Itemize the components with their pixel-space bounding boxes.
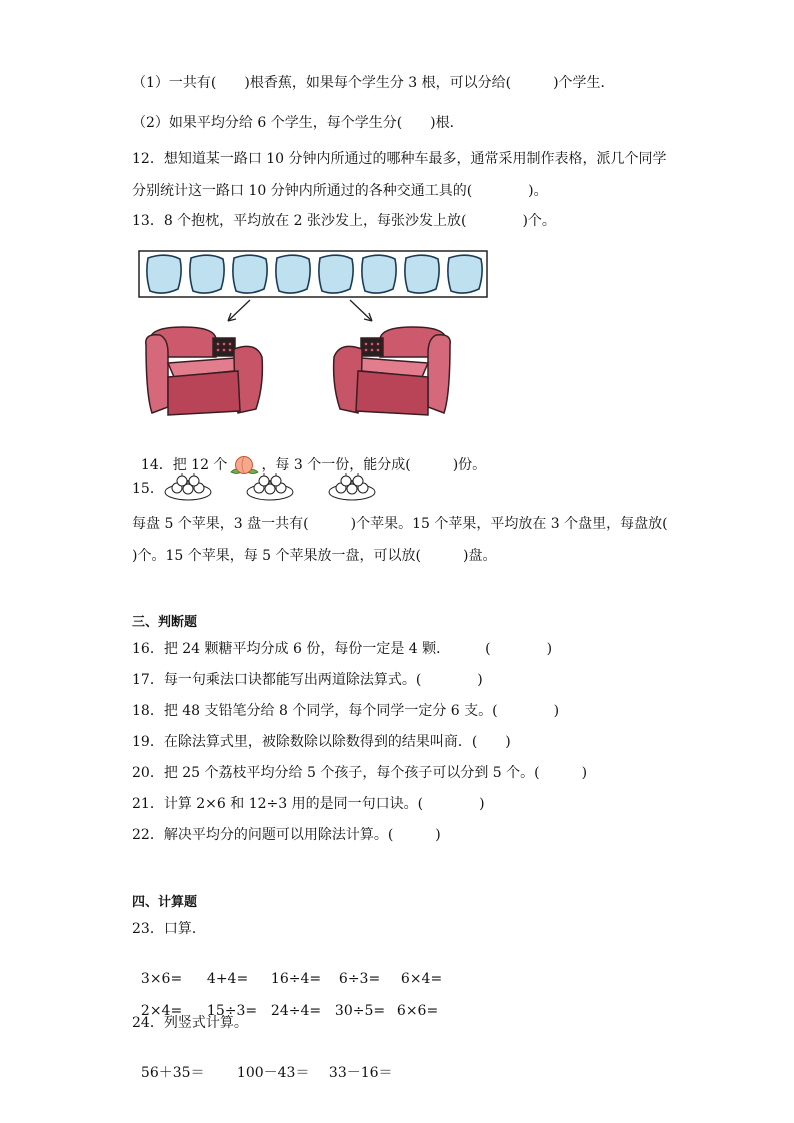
q11-part2: （2）如果平均分给 6 个学生，每个学生分( )根． bbox=[132, 115, 464, 131]
calc-item: 6÷3= bbox=[338, 971, 381, 987]
calc-item: 6×6= bbox=[396, 1003, 439, 1019]
calc-row-1 bbox=[132, 952, 442, 988]
q23-label: 23．口算． bbox=[132, 921, 206, 937]
calc-item: 15÷3= bbox=[206, 1003, 258, 1019]
q14-before: 14．把 12 个 bbox=[140, 457, 228, 473]
calc-item: 33－16＝ bbox=[328, 1065, 393, 1081]
q14-after: ，每 3 个一份，能分成( )份。 bbox=[261, 457, 487, 473]
q24-label: 24．列竖式计算。 bbox=[132, 1015, 248, 1031]
calc-item: 2×4= bbox=[140, 1003, 183, 1019]
calc-row-3 bbox=[132, 1046, 393, 1082]
pillows-sofas-illustration bbox=[138, 245, 492, 420]
q19: 19．在除法算式里，被除数除以除数得到的结果叫商．( ) bbox=[132, 734, 511, 750]
calc-item: 24÷4= bbox=[270, 1003, 322, 1019]
q18: 18．把 48 支铅笔分给 8 个同学，每个同学一定分 6 支。( ) bbox=[132, 703, 560, 719]
calc-item: 6×4= bbox=[400, 971, 443, 987]
section3-heading: 三、判断题 bbox=[132, 615, 198, 630]
calc-item: 56＋35＝ bbox=[140, 1065, 205, 1081]
q17: 17．每一句乘法口诀都能写出两道除法算式。( ) bbox=[132, 672, 483, 688]
section4-heading: 四、计算题 bbox=[132, 895, 198, 910]
q13-text: 13．8 个抱枕，平均放在 2 张沙发上，每张沙发上放( )个。 bbox=[132, 213, 556, 229]
q12-line1: 12．想知道某一路口 10 分钟内所通过的哪种车最多，通常采用制作表格，派几个同学 bbox=[132, 151, 667, 167]
q15-line2: )个。15 个苹果，每 5 个苹果放一盘，可以放( )盘。 bbox=[132, 548, 497, 564]
calc-item: 100－43＝ bbox=[236, 1065, 310, 1081]
q12-line2: 分别统计这一路口 10 分钟内所通过的各种交通工具的( )。 bbox=[132, 183, 548, 199]
q16: 16．把 24 颗糖平均分成 6 份，每份一定是 4 颗． ( ) bbox=[132, 641, 553, 657]
q11-part1: （1）一共有( )根香蕉，如果每个学生分 3 根，可以分给( )个学生． bbox=[132, 75, 615, 91]
q22: 22．解决平均分的问题可以用除法计算。( ) bbox=[132, 827, 441, 843]
apple-plates-illustration bbox=[163, 470, 378, 502]
q15-line1: 每盘 5 个苹果，3 盘一共有( )个苹果。15 个苹果，平均放在 3 个盘里，每盘放( bbox=[132, 516, 668, 532]
calc-item: 30÷5= bbox=[334, 1003, 386, 1019]
q15-label: 15． bbox=[132, 481, 164, 497]
calc-item: 3×6= bbox=[140, 971, 183, 987]
calc-item: 16÷4= bbox=[270, 971, 322, 987]
q20: 20．把 25 个荔枝平均分给 5 个孩子，每个孩子可以分到 5 个。( ) bbox=[132, 765, 588, 781]
calc-item: 4+4= bbox=[206, 971, 249, 987]
q21: 21．计算 2×6 和 12÷3 用的是同一句口诀。( ) bbox=[132, 796, 485, 812]
